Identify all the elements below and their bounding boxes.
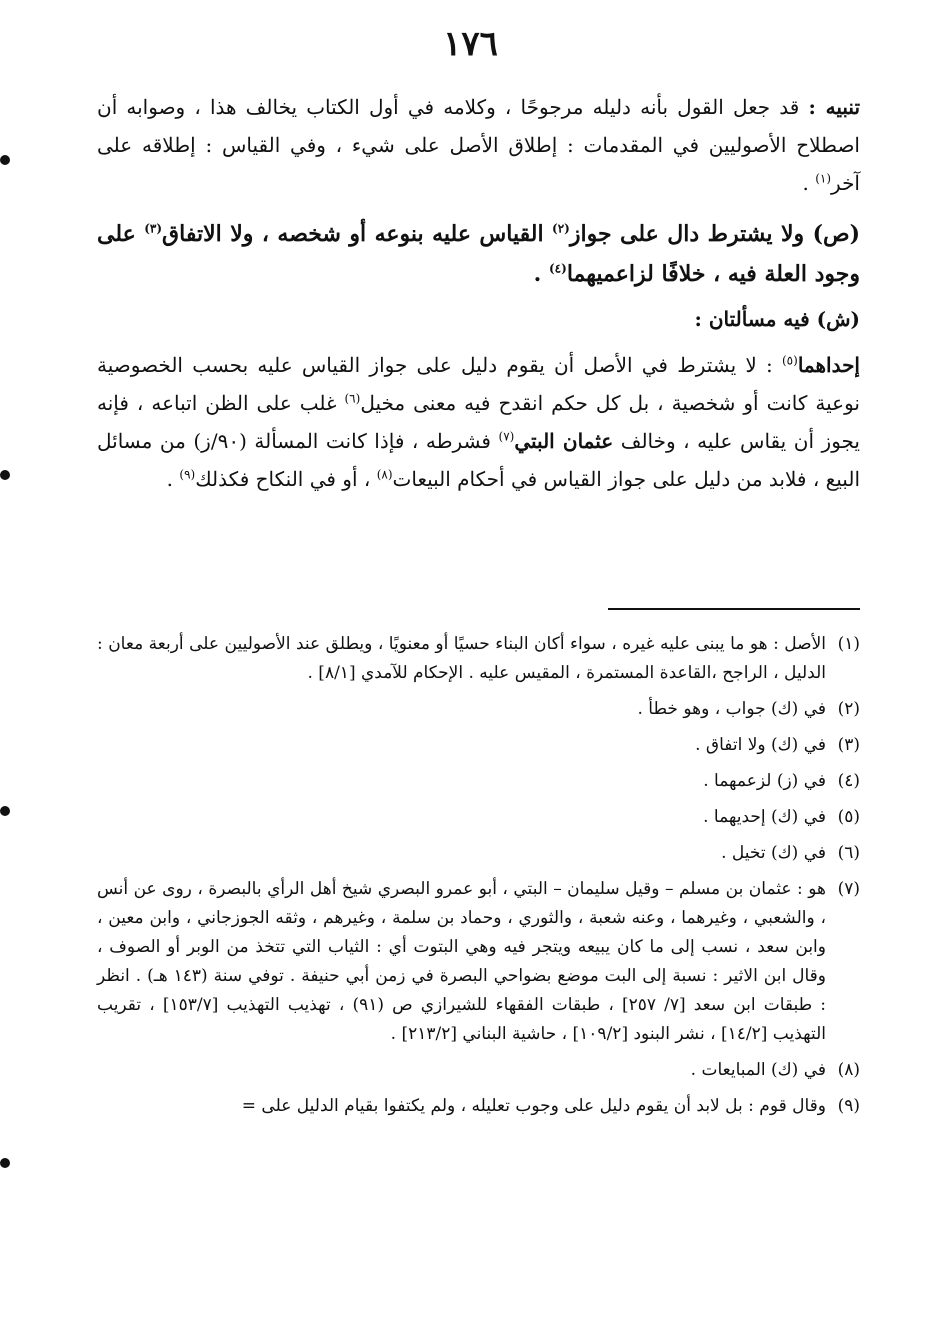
footnote-ref-4[interactable]: (٤) [548, 261, 567, 276]
footnote-text: الأصل : هو ما يبنى عليه غيره ، سواء أكان البناء حسيًا أو معنويًا ، ويطلق عند الأصوليين على أربعة معان : الدليل ، الراجح ،القاعدة المستمرة ، المقيس عليه . الإحكام للآمدي [٨/١] . [97, 634, 826, 683]
tanbih-text: قد جعل القول بأنه دليله مرجوحًا ، وكلامه في أول الكتاب يخالف هذا ، وصوابه أن اصطلاح الأصوليين في المقدمات : إطلاق الأصل على شيء ، وفي القياس : إطلاقه على آخر [97, 95, 860, 195]
footnote [97, 731, 860, 760]
first-issue-part-4: ، أو في النكاح فكذلك [195, 467, 377, 491]
footnote-number: (٥) [837, 807, 860, 827]
footnote-text: هو : عثمان بن مسلم – وقيل سليمان – البتي ، أبو عمرو البصري شيخ أهل الرأي بالبصرة ، روى عن أنس ، والشعبي ، وغيرهما ، وعنه شعبة ، والثوري ، وحماد بن سلمة ، وغيرهم ، وثقه الجوزجاني ، وابن معين ، وابن سعد ، نسب إلى ما كان يبيعه ويتجر فيه وهي البتوت أي : الثياب التي تتخذ من الوبر أو الصوف ، وقال ابن الاثير : نسبة إلى البت موضع بضواحي البصرة في زمن أبي حنيفة . توفي سنة (١٤٣ هـ) . انظر : طبقات ابن سعد [٧/ ٢٥٧] ، طبقات الفقهاء للشيرازي ص (٩١) ، تهذيب التهذيب [١٥٣/٧] ، تقريب التهذيب [١٤/٢] ، نشر البنود [١٠٩/٢] ، حاشية البناني [٢١٣/٢] . [97, 879, 826, 1044]
footnote-ref-6[interactable]: (٦) [344, 391, 361, 406]
footnote-ref-7[interactable]: (٧) [498, 429, 515, 444]
footnotes [97, 630, 860, 1128]
footnote-separator [608, 608, 860, 610]
tanbih-end: . [802, 171, 816, 195]
footnote-text: في (ك) إحديهما . [703, 807, 826, 827]
scan-edge-mark [0, 1158, 10, 1168]
first-issue-part-1: : لا يشترط في الأصل أن يقوم دليل على جواز القياس عليه بحسب الخصوصية نوعية كانت أو شخصية ، بل كل حكم انقدح فيه معنى مخيل [97, 353, 860, 415]
footnote [97, 630, 860, 688]
matn-end: . [533, 261, 549, 287]
scan-edge-mark [0, 806, 10, 816]
first-issue-part-2: غلب على الظن اتباعه ، فإنه يجوز أن يقاس عليه ، وخالف [97, 391, 860, 453]
footnote [97, 875, 860, 1049]
footnote-text: في (ك) ولا اتفاق . [695, 735, 826, 755]
tanbih-paragraph [97, 88, 860, 202]
matn-paragraph [97, 214, 860, 294]
footnote-number: (١) [837, 634, 860, 654]
footnote-number: (٧) [837, 879, 860, 899]
first-issue-paragraph [97, 346, 860, 498]
footnote [97, 1056, 860, 1085]
footnote-ref-8[interactable]: (٨) [376, 467, 393, 482]
first-issue-part-3: فشرطه ، فإذا كانت المسألة (٩٠/ز) من مسائل البيع ، فلابد من دليل على جواز القياس في أحكام البيعات [97, 429, 860, 491]
footnote-text: في (ك) جواب ، وهو خطأ . [637, 699, 826, 719]
sharh-intro: (ش) فيه مسألتان : [694, 307, 860, 331]
footnote-number: (٩) [837, 1096, 860, 1116]
first-issue-end: . [166, 467, 180, 491]
footnote-number: (٣) [837, 735, 860, 755]
main-text [97, 88, 860, 498]
footnote-ref-9[interactable]: (٩) [179, 467, 196, 482]
footnote [97, 767, 860, 796]
footnote-ref-3[interactable]: (٣) [144, 221, 163, 236]
footnote-number: (٢) [837, 699, 860, 719]
footnote-number: (٦) [837, 843, 860, 863]
matn-part-2: القياس عليه بنوعه أو شخصه ، ولا الاتفاق [162, 221, 553, 247]
footnote-text: في (ز) لزعمهما . [703, 771, 826, 791]
scan-edge-mark [0, 470, 10, 480]
footnote-text: في (ك) تخيل . [721, 843, 826, 863]
footnote-ref-2[interactable]: (٢) [552, 221, 570, 236]
tanbih-label: تنبيه : [808, 95, 861, 119]
footnote-ref-5[interactable]: (٥) [781, 353, 798, 368]
footnote-number: (٨) [837, 1060, 860, 1080]
person-name: عثمان البتي [514, 429, 614, 453]
footnote [97, 839, 860, 868]
footnote-number: (٤) [837, 771, 860, 791]
first-issue-label: إحداهما [797, 353, 860, 377]
footnote-text: وقال قوم : بل لابد أن يقوم دليل على وجوب تعليله ، ولم يكتفوا بقيام الدليل على = [241, 1096, 826, 1116]
footnote [97, 1092, 860, 1121]
scan-edge-mark [0, 155, 10, 165]
footnote [97, 695, 860, 724]
page-number: ١٧٦ [443, 24, 498, 64]
footnote [97, 803, 860, 832]
footnote-text: في (ك) المبايعات . [690, 1060, 826, 1080]
footnote-ref-1[interactable]: (١) [815, 171, 832, 186]
matn-part-1: (ص) ولا يشترط دال على جواز [569, 221, 860, 247]
matn-part-3: على وجود العلة فيه ، خلافًا لزاعميهما [97, 221, 860, 287]
